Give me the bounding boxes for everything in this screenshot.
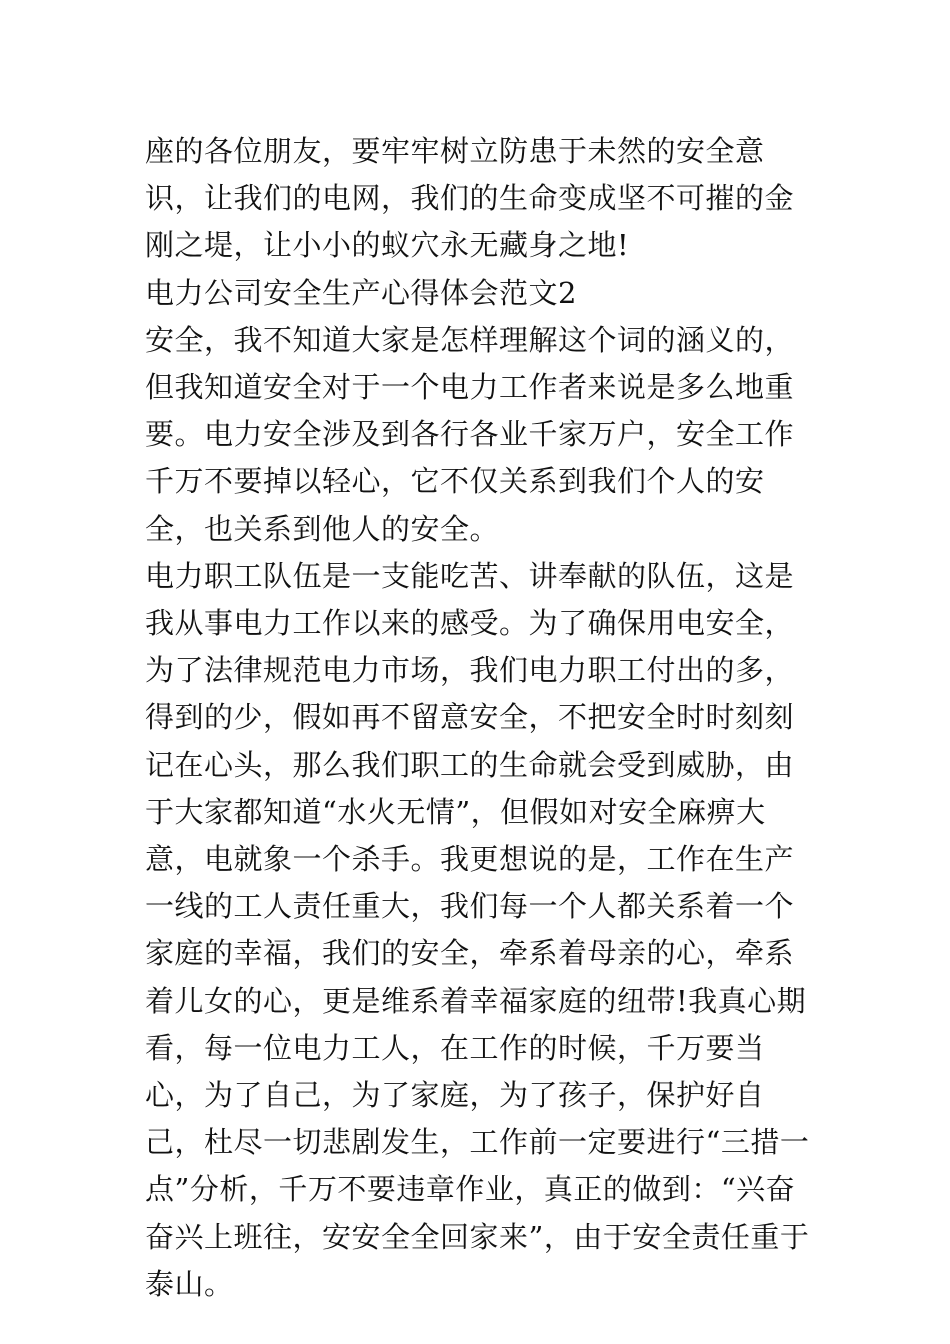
section-heading: 电力公司安全生产心得体会范文2 <box>145 275 577 310</box>
paragraph-3: 电力职工队伍是一支能吃苦、讲奉献的队伍，这是我从事电力工作以来的感受。为了确保用电安全，为了法律规范电力市场，我们电力职工付出的多，得到的少，假如再不留意安全，不把安全时时刻刻记在心头，那么我们职工的生命就会受到威胁，由于大家都知道“水火无情”，但假如对安全麻痹大意，电就象一个杀手。我更想说的是，工作在生产一线的工人责任重大，我们每一个人都关系着一个家庭的幸福，我们的安全，牵系着母亲的心，牵系着儿女的心，更是维系着幸福家庭的纽带!我真心期看，每一位电力工人，在工作的时候，千万要当心，为了自己，为了家庭，为了孩子，保护好自己，杜尽一切悲剧发生，工作前一定要进行“三措一点”分析，千万不要违章作业，真正的做到：“兴奋奋兴上班往，安安全全回家来”，由于安全责任重于泰山。 <box>145 558 810 1301</box>
document-body <box>145 128 810 1308</box>
paragraph-1: 座的各位朋友，要牢牢树立防患于未然的安全意识，让我们的电网，我们的生命变成坚不可摧的金刚之堤，让小小的蚁穴永无藏身之地! <box>145 134 795 263</box>
paragraph-2: 安全，我不知道大家是怎样理解这个词的涵义的，但我知道安全对于一个电力工作者来说是多么地重要。电力安全涉及到各行各业千家万户，安全工作千万不要掉以轻心，它不仅关系到我们个人的安全，也关系到他人的安全。 <box>145 322 795 546</box>
